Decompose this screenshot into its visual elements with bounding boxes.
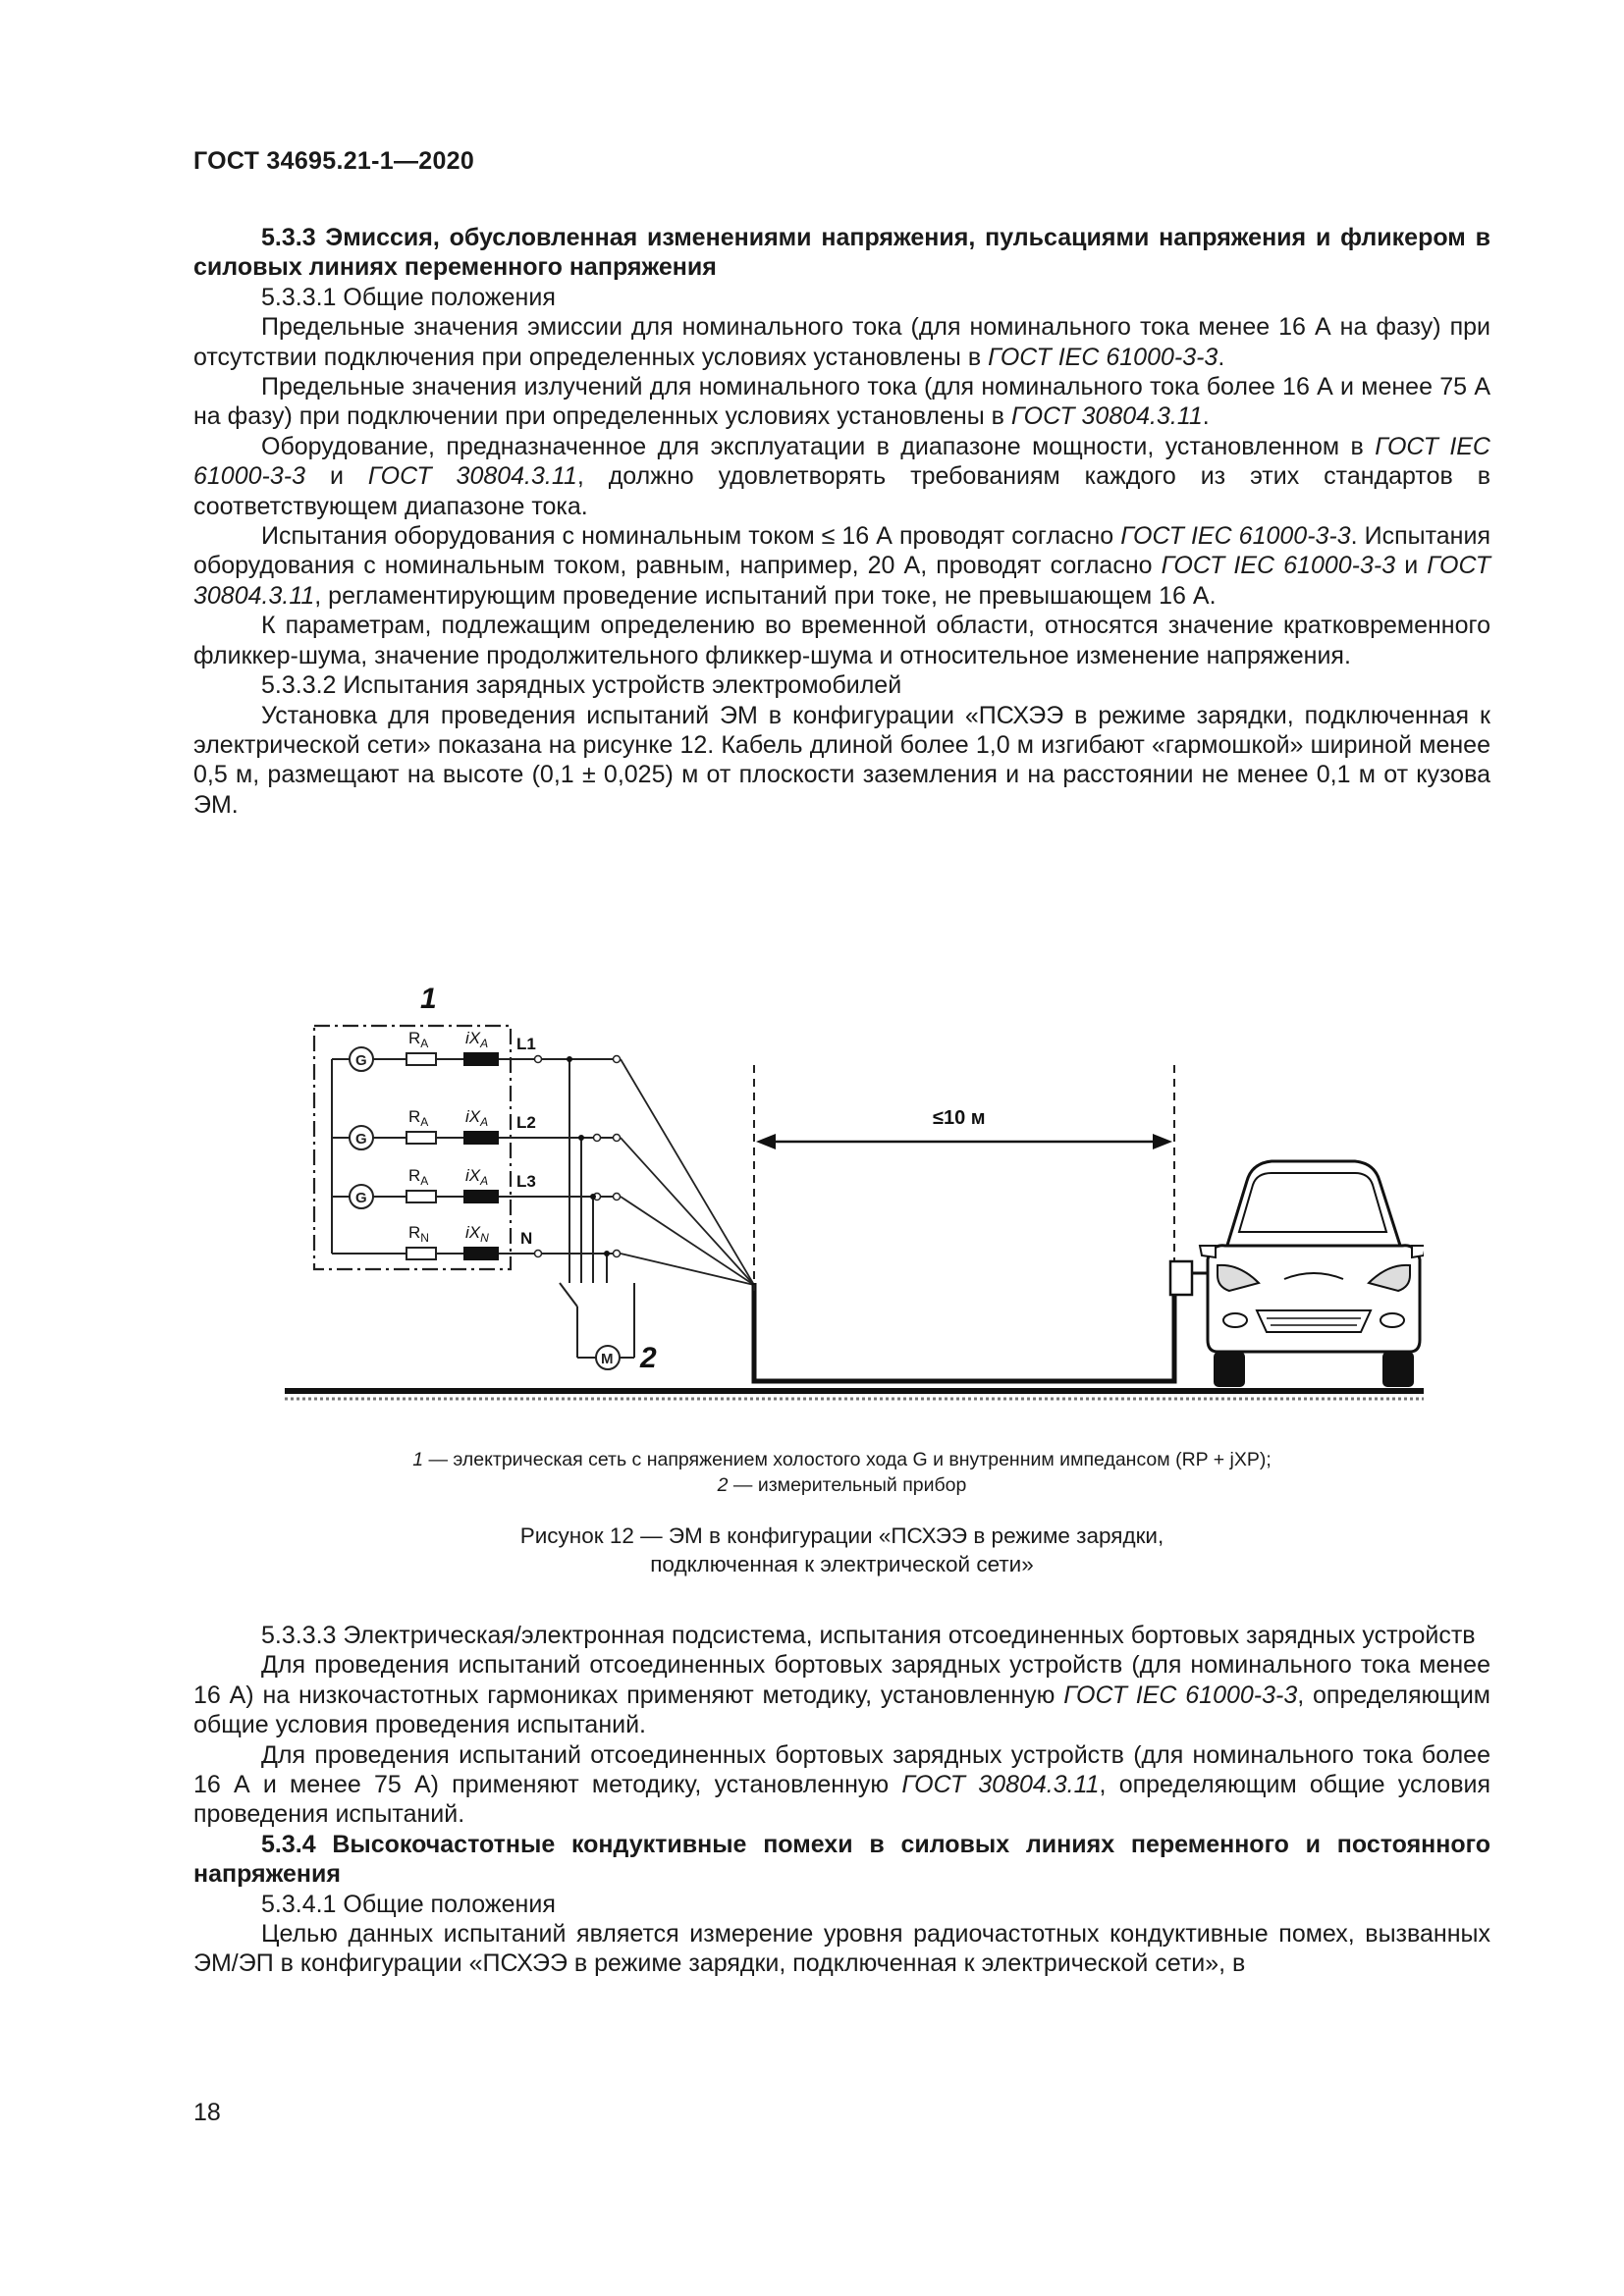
circuit-row-n bbox=[332, 1223, 621, 1260]
resistor-icon bbox=[406, 1053, 436, 1065]
line-label-l2: L2 bbox=[516, 1113, 536, 1132]
paragraph: Целью данных испытаний является измерение уровня радиочастотных кондуктивные помех, вызванных ЭМ/ЭП в конфигурации «ПСХЭЭ в режиме зарядки, подключенная к электрической сети», в bbox=[193, 1920, 1490, 1978]
paragraph: Предельные значения излучений для номинального тока (для номинального тока более 16 А и менее 75 А на фазу) при подключении при определенных условиях установлены в ГОСТ 30804.3.11. bbox=[193, 373, 1490, 431]
callout-1: 1 bbox=[420, 983, 437, 1015]
legend-item-2: 2 — измерительный прибор bbox=[717, 1474, 967, 1496]
standard-reference: ГОСТ IEC 61000-3-3 bbox=[193, 432, 1490, 491]
figure-12-caption: Рисунок 12 — ЭМ в конфигурации «ПСХЭЭ в режиме зарядки, подключенная к электрической сети» bbox=[519, 1523, 1164, 1576]
subsection-5-3-3-3-title: 5.3.3.3 Электрическая/электронная подсистема, испытания отсоединенных бортовых зарядных устройств bbox=[261, 1622, 1476, 1649]
paragraph: К параметрам, подлежащим определению во временной области, относятся значение кратковременного фликкер-шума, значение продолжительного фликкер-шума и относительное изменение напряжения. bbox=[193, 612, 1490, 669]
reactance-label: $iX_A$ bbox=[465, 1166, 489, 1188]
figure-12-diagram bbox=[285, 967, 1424, 1418]
subsection-5-3-3-1-title: 5.3.3.1 Общие положения bbox=[261, 283, 556, 311]
selector-switch bbox=[560, 1283, 577, 1307]
subsection-5-3-4-1-title: 5.3.4.1 Общие положения bbox=[261, 1890, 556, 1918]
sections-5-3-3-3-and-5-3-4-text bbox=[193, 1621, 1490, 1979]
resistor-label: $R_A$ bbox=[408, 1166, 429, 1188]
standard-reference: ГОСТ 30804.3.11 bbox=[193, 552, 1490, 610]
resistor-icon bbox=[406, 1191, 436, 1202]
standard-reference: ГОСТ IEC 61000-3-3 bbox=[1161, 552, 1396, 580]
paragraph: Оборудование, предназначенное для эксплуатации в диапазоне мощности, установленном в ГОСТ IEC 61000-3-3 и ГОСТ 30804.3.11, должно удовлетворять требованиям каждого из этих стандартов в соответствующем диапазоне тока. bbox=[193, 432, 1490, 520]
meter-symbol: M bbox=[601, 1351, 614, 1367]
resistor-label: $R_N$ bbox=[408, 1223, 429, 1245]
standard-reference: ГОСТ 30804.3.11 bbox=[367, 462, 577, 491]
line-label-l3: L3 bbox=[516, 1172, 536, 1191]
resistor-label: $R_A$ bbox=[408, 1107, 429, 1129]
subsection-5-3-3-2-title: 5.3.3.2 Испытания зарядных устройств электромобилей bbox=[261, 671, 902, 700]
circuit-row-l2 bbox=[332, 1107, 621, 1149]
document-code-header: ГОСТ 34695.21-1—2020 bbox=[193, 147, 475, 175]
reactance-icon bbox=[463, 1131, 499, 1145]
charging-cable bbox=[754, 1279, 1174, 1381]
electric-vehicle-icon bbox=[1170, 1161, 1424, 1387]
standard-reference: ГОСТ IEC 61000-3-3 bbox=[1063, 1681, 1298, 1709]
paragraph: Испытания оборудования с номинальным током ≤ 16 А проводят согласно ГОСТ IEC 61000-3-3. Испытания оборудования с номинальным током, равным, например, 20 А, проводят согласно ГОСТ IEC 61000-3-3 и ГОСТ 30804.3.11, регламентирующим проведение испытаний при токе, не превышающем 16 А. bbox=[193, 522, 1490, 610]
standard-reference: ГОСТ IEC 61000-3-3 bbox=[1120, 522, 1351, 551]
reactance-icon bbox=[463, 1052, 499, 1066]
standard-reference: ГОСТ 30804.3.11 bbox=[901, 1771, 1100, 1799]
figure-12-legend bbox=[193, 1447, 1490, 1498]
generator-symbol: G bbox=[355, 1131, 367, 1148]
reactance-label: $iX_N$ bbox=[465, 1223, 489, 1245]
resistor-label: $R_A$ bbox=[408, 1029, 429, 1050]
resistor-icon bbox=[406, 1132, 436, 1144]
distance-label: ≤10 м bbox=[933, 1107, 986, 1129]
section-5-3-3-text bbox=[193, 223, 1490, 820]
paragraph: Для проведения испытаний отсоединенных бортовых зарядных устройств (для номинального тока более 16 А и менее 75 А) применяют методику, установленную ГОСТ 30804.3.11, определяющим общие условия проведения испытаний. bbox=[193, 1740, 1490, 1829]
circuit-rows bbox=[332, 1029, 657, 1374]
paragraph: Установка для проведения испытаний ЭМ в конфигурации «ПСХЭЭ в режиме зарядки, подключенная к электрической сети» показана на рисунке 12. Кабель длиной более 1,0 м изгибают «гармошкой» шириной менее 0,5 м, размещают на высоте (0,1 ± 0,025) м от плоскости заземления и на расстоянии не менее 0,1 м от кузова ЭМ. bbox=[193, 701, 1490, 819]
fan-out-lines bbox=[621, 1059, 754, 1285]
line-label-n: N bbox=[520, 1229, 533, 1248]
reactance-icon bbox=[463, 1190, 499, 1203]
generator-symbol: G bbox=[355, 1052, 367, 1069]
reactance-label: $iX_A$ bbox=[465, 1107, 489, 1129]
section-5-3-4-heading: 5.3.4 Высокочастотные кондуктивные помехи в силовых линиях переменного и постоянного напряжения bbox=[193, 1830, 1490, 1889]
standard-reference: ГОСТ 30804.3.11 bbox=[1010, 402, 1203, 431]
paragraph: Для проведения испытаний отсоединенных бортовых зарядных устройств (для номинального тока менее 16 А) на низкочастотных гармониках применяют методику, установленную ГОСТ IEC 61000-3-3, определяющим общие условия проведения испытаний. bbox=[193, 1651, 1490, 1739]
page-number: 18 bbox=[193, 2099, 221, 2126]
circuit-row-l1 bbox=[332, 1029, 621, 1071]
section-5-3-3-heading: 5.3.3 Эмиссия, обусловленная изменениями напряжения, пульсациями напряжения и фликером в силовых линиях переменного напряжения bbox=[193, 224, 1490, 282]
circuit-row-l3 bbox=[332, 1166, 621, 1208]
line-label-l1: L1 bbox=[516, 1035, 536, 1053]
ground-plane bbox=[285, 1391, 1424, 1399]
reactance-icon bbox=[463, 1247, 499, 1260]
reactance-label: $iX_A$ bbox=[465, 1029, 489, 1050]
callout-2: 2 bbox=[640, 1342, 657, 1374]
generator-symbol: G bbox=[355, 1190, 367, 1206]
resistor-icon bbox=[406, 1248, 436, 1259]
paragraph: Предельные значения эмиссии для номинального тока (для номинального тока менее 16 А на фазу) при отсутствии подключения при определенных условиях установлены в ГОСТ IEC 61000-3-3. bbox=[193, 313, 1490, 371]
legend-item-1: 1 — электрическая сеть с напряжением холостого хода G и внутренним импедансом (RP + jXP); bbox=[412, 1449, 1272, 1470]
standard-reference: ГОСТ IEC 61000-3-3 bbox=[988, 343, 1218, 371]
